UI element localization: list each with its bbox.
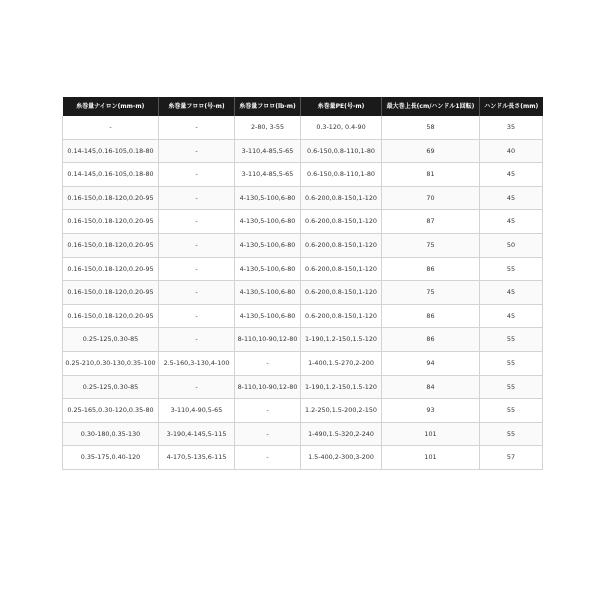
cell-pe-capacity: 0.6-200,0.8-150,1-120 <box>301 281 382 305</box>
table-row <box>63 399 543 423</box>
cell-fluoro-capacity-lb: 4-130,5-100,6-80 <box>235 210 301 234</box>
cell-handle-length: 45 <box>480 304 543 328</box>
cell-max-retrieve: 70 <box>382 186 480 210</box>
cell-nylon-capacity: 0.16-150,0.18-120,0.20-95 <box>63 210 159 234</box>
cell-max-retrieve: 101 <box>382 422 480 446</box>
cell-nylon-capacity: 0.16-150,0.18-120,0.20-95 <box>63 257 159 281</box>
header-fluoro-capacity-lb: 糸巻量フロロ(lb-m) <box>235 97 301 116</box>
table-row <box>63 186 543 210</box>
cell-fluoro-capacity-lb: - <box>235 399 301 423</box>
table-row <box>63 281 543 305</box>
cell-handle-length: 55 <box>480 422 543 446</box>
table-row <box>63 139 543 163</box>
cell-fluoro-capacity-go: - <box>159 116 235 139</box>
cell-handle-length: 55 <box>480 375 543 399</box>
cell-max-retrieve: 86 <box>382 304 480 328</box>
cell-fluoro-capacity-lb: 4-130,5-100,6-80 <box>235 233 301 257</box>
cell-nylon-capacity: 0.25-125,0.30-85 <box>63 375 159 399</box>
table-row <box>63 210 543 234</box>
cell-fluoro-capacity-go: - <box>159 375 235 399</box>
cell-handle-length: 55 <box>480 399 543 423</box>
cell-handle-length: 45 <box>480 163 543 187</box>
cell-pe-capacity: 0.6-200,0.8-150,1-120 <box>301 186 382 210</box>
cell-pe-capacity: 0.6-150,0.8-110,1-80 <box>301 139 382 163</box>
header-fluoro-capacity-go: 糸巻量フロロ(号-m) <box>159 97 235 116</box>
cell-fluoro-capacity-lb: 8-110,10-90,12-80 <box>235 328 301 352</box>
cell-pe-capacity: 0.6-200,0.8-150,1-120 <box>301 233 382 257</box>
cell-pe-capacity: 0.6-200,0.8-150,1-120 <box>301 257 382 281</box>
table-row <box>63 375 543 399</box>
cell-nylon-capacity: 0.16-150,0.18-120,0.20-95 <box>63 233 159 257</box>
cell-pe-capacity: 0.6-200,0.8-150,1-120 <box>301 304 382 328</box>
cell-handle-length: 35 <box>480 116 543 139</box>
table-row <box>63 116 543 139</box>
cell-handle-length: 55 <box>480 257 543 281</box>
table-row <box>63 163 543 187</box>
cell-fluoro-capacity-lb: 4-130,5-100,6-80 <box>235 304 301 328</box>
cell-fluoro-capacity-go: 4-170,5-135,6-115 <box>159 446 235 470</box>
cell-handle-length: 55 <box>480 328 543 352</box>
cell-fluoro-capacity-go: - <box>159 257 235 281</box>
cell-fluoro-capacity-lb: 2-80, 3-55 <box>235 116 301 139</box>
header-max-retrieve: 最大巻上長(cm/ハンドル1回転) <box>382 97 480 116</box>
cell-max-retrieve: 75 <box>382 233 480 257</box>
cell-fluoro-capacity-go: 3-190,4-145,5-115 <box>159 422 235 446</box>
cell-handle-length: 40 <box>480 139 543 163</box>
cell-fluoro-capacity-lb: - <box>235 446 301 470</box>
cell-pe-capacity: 0.3-120, 0.4-90 <box>301 116 382 139</box>
cell-max-retrieve: 101 <box>382 446 480 470</box>
cell-max-retrieve: 58 <box>382 116 480 139</box>
cell-max-retrieve: 94 <box>382 351 480 375</box>
cell-max-retrieve: 87 <box>382 210 480 234</box>
spec-table <box>62 97 543 470</box>
cell-fluoro-capacity-go: - <box>159 233 235 257</box>
cell-max-retrieve: 93 <box>382 399 480 423</box>
cell-max-retrieve: 84 <box>382 375 480 399</box>
cell-max-retrieve: 86 <box>382 328 480 352</box>
cell-fluoro-capacity-go: - <box>159 328 235 352</box>
cell-fluoro-capacity-go: - <box>159 163 235 187</box>
cell-fluoro-capacity-lb: 3-110,4-85,5-65 <box>235 139 301 163</box>
table-row <box>63 422 543 446</box>
cell-fluoro-capacity-lb: 4-130,5-100,6-80 <box>235 257 301 281</box>
header-nylon-capacity: 糸巻量ナイロン(mm-m) <box>63 97 159 116</box>
table-row <box>63 328 543 352</box>
cell-max-retrieve: 75 <box>382 281 480 305</box>
cell-fluoro-capacity-lb: 8-110,10-90,12-80 <box>235 375 301 399</box>
cell-fluoro-capacity-lb: 3-110,4-85,5-65 <box>235 163 301 187</box>
cell-handle-length: 55 <box>480 351 543 375</box>
cell-fluoro-capacity-go: 3-110,4-90,5-65 <box>159 399 235 423</box>
header-row <box>63 97 543 116</box>
cell-nylon-capacity: 0.35-175,0.40-120 <box>63 446 159 470</box>
cell-handle-length: 45 <box>480 186 543 210</box>
cell-fluoro-capacity-go: - <box>159 281 235 305</box>
cell-fluoro-capacity-go: - <box>159 186 235 210</box>
cell-max-retrieve: 86 <box>382 257 480 281</box>
cell-handle-length: 45 <box>480 281 543 305</box>
cell-nylon-capacity: 0.14-145,0.16-105,0.18-80 <box>63 139 159 163</box>
cell-fluoro-capacity-go: - <box>159 139 235 163</box>
spec-table-header <box>63 97 543 116</box>
cell-fluoro-capacity-lb: 4-130,5-100,6-80 <box>235 281 301 305</box>
cell-nylon-capacity: - <box>63 116 159 139</box>
table-row <box>63 257 543 281</box>
spec-table-container <box>62 97 542 470</box>
cell-nylon-capacity: 0.16-150,0.18-120,0.20-95 <box>63 304 159 328</box>
cell-nylon-capacity: 0.16-150,0.18-120,0.20-95 <box>63 281 159 305</box>
table-row <box>63 304 543 328</box>
cell-handle-length: 57 <box>480 446 543 470</box>
cell-nylon-capacity: 0.25-125,0.30-85 <box>63 328 159 352</box>
cell-pe-capacity: 1.5-400,2-300,3-200 <box>301 446 382 470</box>
spec-table-body <box>63 116 543 469</box>
cell-fluoro-capacity-go: 2.5-160,3-130,4-100 <box>159 351 235 375</box>
cell-pe-capacity: 1-490,1.5-320,2-240 <box>301 422 382 446</box>
table-row <box>63 446 543 470</box>
cell-fluoro-capacity-lb: - <box>235 351 301 375</box>
cell-nylon-capacity: 0.25-165,0.30-120,0.35-80 <box>63 399 159 423</box>
cell-max-retrieve: 81 <box>382 163 480 187</box>
cell-nylon-capacity: 0.14-145,0.16-105,0.18-80 <box>63 163 159 187</box>
cell-pe-capacity: 1-400,1.5-270,2-200 <box>301 351 382 375</box>
cell-fluoro-capacity-lb: 4-130,5-100,6-80 <box>235 186 301 210</box>
cell-handle-length: 45 <box>480 210 543 234</box>
cell-max-retrieve: 69 <box>382 139 480 163</box>
cell-fluoro-capacity-go: - <box>159 304 235 328</box>
cell-nylon-capacity: 0.16-150,0.18-120,0.20-95 <box>63 186 159 210</box>
cell-handle-length: 50 <box>480 233 543 257</box>
header-pe-capacity: 糸巻量PE(号-m) <box>301 97 382 116</box>
cell-pe-capacity: 0.6-200,0.8-150,1-120 <box>301 210 382 234</box>
cell-pe-capacity: 1-190,1.2-150,1.5-120 <box>301 375 382 399</box>
cell-fluoro-capacity-go: - <box>159 210 235 234</box>
cell-nylon-capacity: 0.30-180,0.35-130 <box>63 422 159 446</box>
cell-pe-capacity: 0.6-150,0.8-110,1-80 <box>301 163 382 187</box>
cell-nylon-capacity: 0.25-210,0.30-130,0.35-100 <box>63 351 159 375</box>
table-row <box>63 351 543 375</box>
cell-pe-capacity: 1.2-250,1.5-200,2-150 <box>301 399 382 423</box>
cell-pe-capacity: 1-190,1.2-150,1.5-120 <box>301 328 382 352</box>
cell-fluoro-capacity-lb: - <box>235 422 301 446</box>
header-handle-length: ハンドル長さ(mm) <box>480 97 543 116</box>
table-row <box>63 233 543 257</box>
